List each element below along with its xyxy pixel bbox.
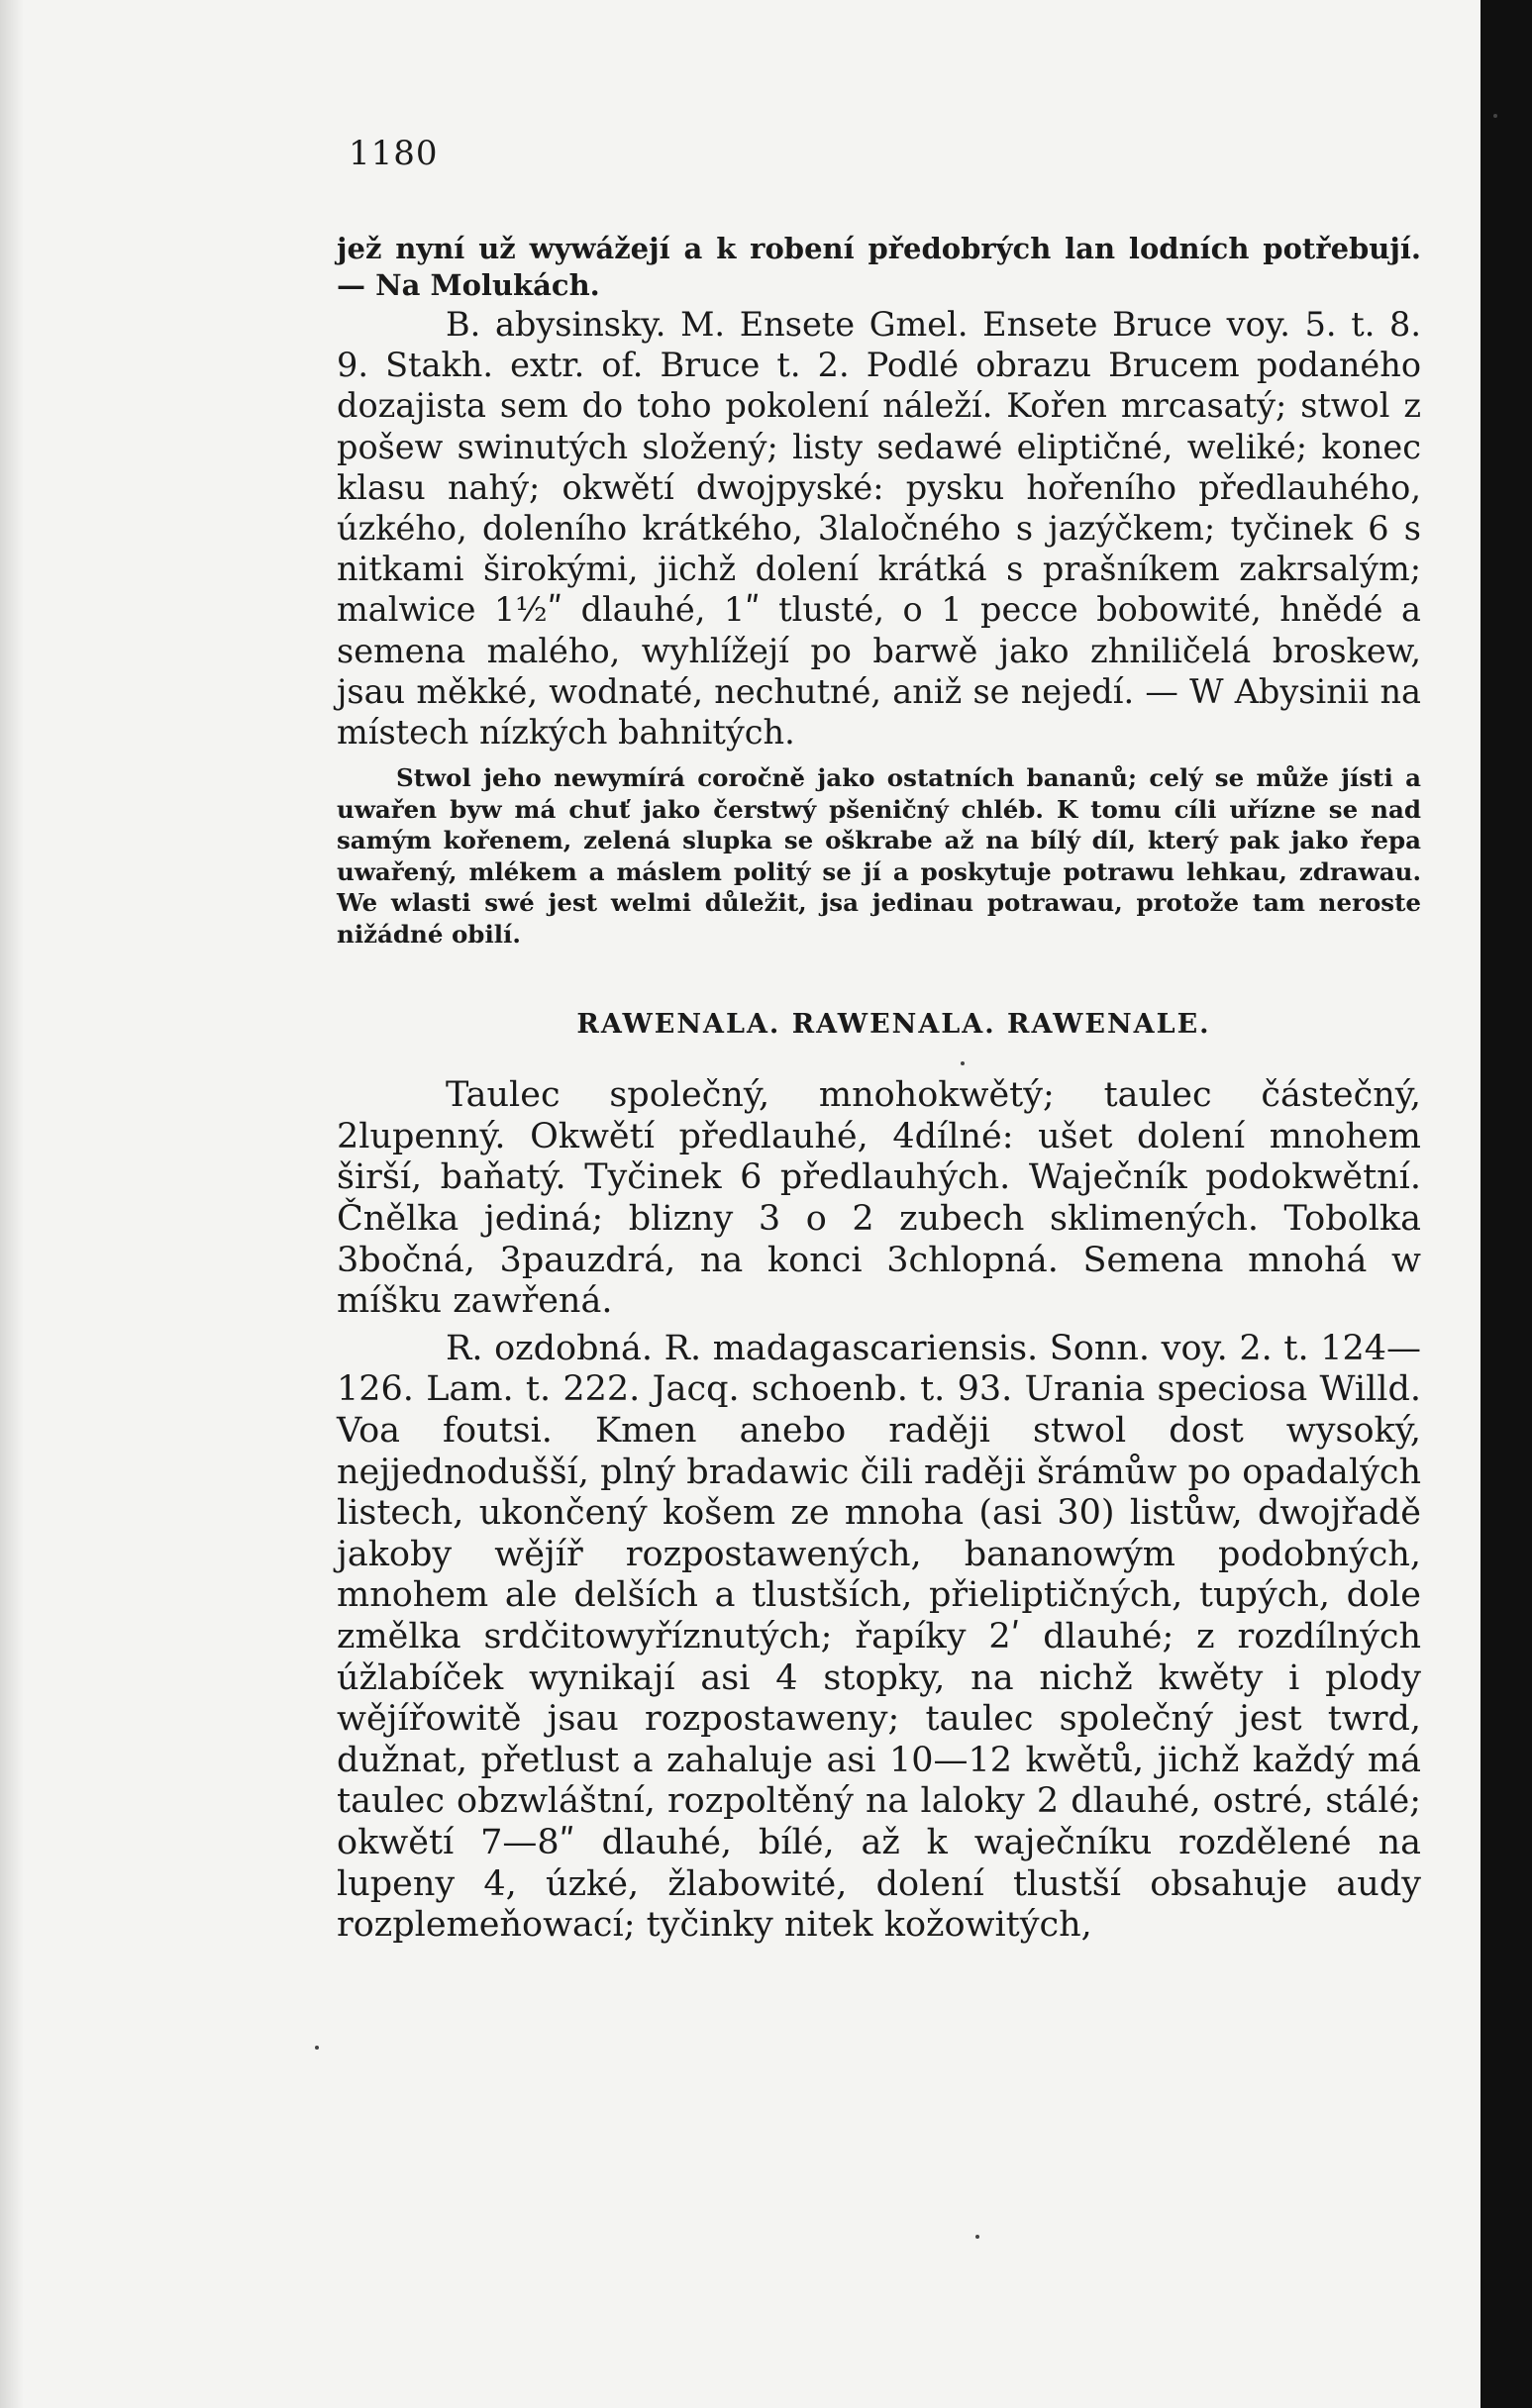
scan-speck <box>975 2235 979 2239</box>
scan-edge-border <box>1481 0 1532 2408</box>
paragraph-continuation: jež nyní už wywážejí a k robení předobrých lan lodních potřebují. — Na Molukách. <box>337 232 1421 302</box>
section-heading: RAWENALA. RAWENALA. RAWENALE. <box>576 1009 1211 1041</box>
paragraph-species-abysinsky: B. abysinsky. M. Ensete Gmel. Ensete Bruce voy. 5. t. 8. 9. Stakh. extr. of. Bruce t. 2. Podlé obrazu Brucem podaného dozajista sem do toho pokolení náleží. Kořen mrcasatý; stwol z pošew swinutých složený; listy sedawé eliptičné, weliké; konec klasu nahý; okwětí dwojpyské: pysku hořeního předlauhého, úzkého, doleního krátkého, 3laločného s jazýčkem; tyčinek 6 s nitkami širokými, jichž dolení krátká s prašníkem zakrsalým; malwice 1½ʺ dlauhé, 1ʺ tlusté, o 1 pecce bobowité, hnědé a semena malého, wyhlížejí po barwě jako zhniličelá broskew, jsau měkké, wodnaté, nechutné, aniž se nejedí. — W Abysinii na místech nízkých bahnitých. <box>337 305 1421 752</box>
paragraph-note: Stwol jeho newymírá coročně jako ostatních bananů; celý se může jísti a uwařen byw má chuť jako čerstwý pšeničný chléb. K tomu cíli uřízne se nad samým kořenem, zelená slupka se oškrabe až na bílý díl, který pak jako řepa uwařený, mlékem a máslem politý se jí a poskytuje potrawu lehkau, zdrawau. We wlasti swé jest welmi důležit, jsa jedinau potrawau, protože tam neroste nižádné obilí. <box>337 763 1421 949</box>
page-gutter-shadow <box>0 0 24 2408</box>
scan-speck <box>315 2046 319 2050</box>
page-content <box>337 134 1421 1947</box>
paragraph-genus-description: Taulec společný, mnohokwětý; taulec částečný, 2lupenný. Okwětí předlauhé, 4dílné: ušet dolení mnohem širší, baňatý. Tyčinek 6 předlauhých. Waječník podokwětní. Čnělka jediná; blizny 3 o 2 zubech sklimených. Tobolka 3bočná, 3pauzdrá, na konci 3chlopná. Semena mnohá w míšku zawřená. <box>337 1075 1421 1322</box>
paragraph-species-ozdobna: R. ozdobná. R. madagascariensis. Sonn. voy. 2. t. 124—126. Lam. t. 222. Jacq. schoenb. t. 93. Urania speciosa Willd. Voa foutsi. Kmen anebo raději stwol dost wysoký, nejjednodušší, plný bradawic čili raději šrámůw po opadalých listech, ukončený košem ze mnoha (asi 30) listůw, dwojřadě jakoby wějíř rozpostawených, bananowým podobných, mnohem ale delších a tlustších, přieliptičných, tupých, dole změlka srdčitowyříznutých; řapíky 2ʹ dlauhé; z rozdílných úžlabíček wynikají asi 4 stopky, na nichž kwěty i plody wějířowitě jsau rozpostaweny; taulec společný jest twrd, dužnat, přetlust a zahaluje asi 10—12 kwětů, jichž každý má taulec obzwláštní, rozpoltěný na laloky 2 dlauhé, ostré, stálé; okwětí 7—8ʺ dlauhé, bílé, až k waječníku rozdělené na lupeny 4, úzké, žlabowité, dolení tlustší obsahuje audy rozplemeňowací; tyčinky nitek kožowitých, <box>337 1328 1421 1946</box>
page-number: 1180 <box>349 134 439 173</box>
scan-speck <box>1493 114 1497 118</box>
